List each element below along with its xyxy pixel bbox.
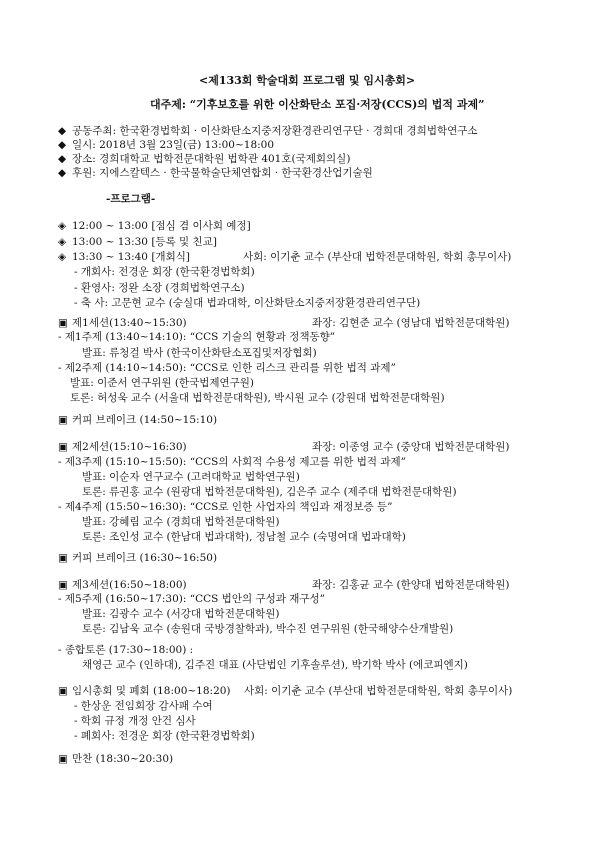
program-heading: -프로그램- bbox=[106, 193, 156, 205]
break-text: 커피 브레이크 (16:30~16:50) bbox=[72, 552, 218, 564]
info-text: 공동주최: 한국환경법학회 · 이산화탄소지중저장환경관리연구단 · 경희대 경희법학연구소 bbox=[72, 125, 478, 137]
diamond-dot-bullet-icon: ◈ bbox=[58, 220, 67, 232]
session-chair: 좌장: 김현준 교수 (영남대 법학전문대학원) bbox=[312, 317, 510, 329]
schedule-lunch bbox=[58, 219, 251, 233]
session-title: 임시총회 및 폐회 (18:00~18:20) bbox=[72, 685, 231, 697]
session-chair: 좌장: 김홍균 교수 (한양대 법학전문대학원) bbox=[312, 579, 510, 591]
coffee-break-1 bbox=[58, 413, 217, 427]
session2-header bbox=[58, 440, 598, 454]
meeting-host: 사회: 이기춘 교수 (부산대 법학전문대학원, 학회 총무이사) bbox=[244, 685, 513, 697]
info-text: 후원: 지에스칼텍스 · 한국물학술단체연합회 · 한국환경산업기술원 bbox=[72, 167, 373, 179]
opening-item: - 환영사: 정완 소장 (경희법학연구소) bbox=[74, 282, 245, 294]
opening-item: - 개회사: 전경운 회장 (한국환경법학회) bbox=[74, 266, 255, 278]
diamond-dot-bullet-icon: ◈ bbox=[58, 236, 67, 248]
session1-line: 발표: 류청걸 박사 (한국이산화탄소포집및저장협회) bbox=[82, 347, 317, 359]
schedule-text: 12:00 ~ 13:00 [점심 겸 이사회 예정] bbox=[72, 220, 251, 232]
info-sponsor bbox=[58, 166, 373, 180]
meeting-header bbox=[58, 684, 598, 698]
session1-line: - 제2주제 (14:10~14:50): “CCS로 인한 리스크 관리를 위한 법적 과제” bbox=[58, 362, 396, 374]
schedule-registration bbox=[58, 235, 217, 249]
session3-line: - 제5주제 (16:50~17:30): “CCS 법안의 구성과 재구성” bbox=[58, 593, 326, 605]
info-date bbox=[58, 138, 274, 152]
square-bullet-icon: ▣ bbox=[58, 317, 68, 329]
square-bullet-icon: ▣ bbox=[58, 753, 68, 765]
session2-line: - 제4주제 (15:50~16:30): “CCS로 인한 사업자의 책임과 재정보증 등” bbox=[58, 501, 393, 513]
meeting-item: - 학회 규정 개정 안건 심사 bbox=[74, 715, 196, 727]
diamond-dot-bullet-icon: ◈ bbox=[58, 251, 67, 263]
square-bullet-icon: ▣ bbox=[58, 552, 68, 564]
general-discussion-panel: 채영근 교수 (인하대), 김주진 대표 (사단법인 기후솔루션), 박기학 박사 (에코피엔지) bbox=[82, 659, 468, 671]
diamond-bullet-icon: ◆ bbox=[58, 153, 67, 165]
session-chair: 좌장: 이종영 교수 (중앙대 법학전문대학원) bbox=[312, 441, 510, 453]
session2-line: 토론: 류권홍 교수 (원광대 법학전문대학원), 김은주 교수 (제주대 법학전문대학원) bbox=[82, 486, 457, 498]
schedule-text: 13:00 ~ 13:30 [등록 및 친교] bbox=[72, 236, 217, 248]
square-bullet-icon: ▣ bbox=[58, 441, 68, 453]
session2-line: 발표: 강혜림 교수 (경희대 법학전문대학원) bbox=[82, 516, 280, 528]
session-title: 제2세션(15:10~16:30) bbox=[72, 441, 187, 453]
dinner-text: 만찬 (18:30~20:30) bbox=[72, 753, 174, 765]
main-theme: 대주제: “기후보호를 위한 이산화탄소 포집·저장(CCS)의 법적 과제” bbox=[150, 98, 485, 111]
opening-item: - 축 사: 고문현 교수 (숭실대 법과대학, 이산화탄소지중저장환경관리연구단) bbox=[74, 297, 421, 309]
info-text: 장소: 경희대학교 법학전문대학원 법학관 401호(국제회의실) bbox=[72, 153, 351, 165]
session-title: 제3세션(16:50~18:00) bbox=[72, 579, 187, 591]
break-text: 커피 브레이크 (14:50~15:10) bbox=[72, 414, 218, 426]
session3-line: 토론: 김남욱 교수 (송원대 국방경찰학과), 박수진 연구위원 (한국해양수산개발원) bbox=[82, 623, 454, 635]
general-discussion-header: - 종합토론 (17:30~18:00) : bbox=[58, 644, 194, 656]
diamond-bullet-icon: ◆ bbox=[58, 125, 67, 137]
square-bullet-icon: ▣ bbox=[58, 579, 68, 591]
square-bullet-icon: ▣ bbox=[58, 414, 68, 426]
session1-header bbox=[58, 316, 598, 330]
diamond-bullet-icon: ◆ bbox=[58, 167, 67, 179]
page-title: <제133회 학술대회 프로그램 및 임시총회> bbox=[199, 74, 416, 87]
schedule-host: 사회: 이기춘 교수 (부산대 법학전문대학원, 학회 총무이사) bbox=[243, 251, 512, 263]
session2-line: 발표: 이순자 연구교수 (고려대학교 법학연구원) bbox=[82, 471, 300, 483]
meeting-item: - 한상운 전임회장 감사패 수여 bbox=[74, 700, 213, 712]
session1-line: 토론: 허성욱 교수 (서울대 법학전문대학원), 박시원 교수 (강원대 법학전문대학원) bbox=[70, 392, 445, 404]
info-text: 일시: 2018년 3월 23일(금) 13:00~18:00 bbox=[72, 139, 275, 151]
schedule-text: 13:30 ~ 13:40 [개회식] bbox=[72, 251, 190, 263]
square-bullet-icon: ▣ bbox=[58, 685, 68, 697]
session3-header bbox=[58, 578, 598, 592]
session3-line: 발표: 김광수 교수 (서강대 법학전문대학원) bbox=[82, 608, 280, 620]
info-venue bbox=[58, 152, 350, 166]
session1-line: - 제1주제 (13:40~14:10): “CCS 기술의 현황과 정책동향” bbox=[58, 331, 336, 343]
session2-line: 토론: 조인성 교수 (한남대 법과대학), 정남철 교수 (숙명여대 법과대학) bbox=[82, 531, 406, 543]
meeting-item: - 폐회사: 전경운 회장 (한국환경법학회) bbox=[74, 730, 255, 742]
session2-line: - 제3주제 (15:10~15:50): “CCS의 사회적 수용성 제고를 위한 법적 과제” bbox=[58, 456, 407, 468]
schedule-opening bbox=[58, 250, 598, 264]
session1-line: 발표: 이준서 연구위원 (한국법제연구원) bbox=[70, 377, 255, 389]
dinner bbox=[58, 752, 173, 766]
coffee-break-2 bbox=[58, 551, 217, 565]
diamond-bullet-icon: ◆ bbox=[58, 139, 67, 151]
info-host bbox=[58, 124, 478, 138]
session-title: 제1세션(13:40~15:30) bbox=[72, 317, 187, 329]
